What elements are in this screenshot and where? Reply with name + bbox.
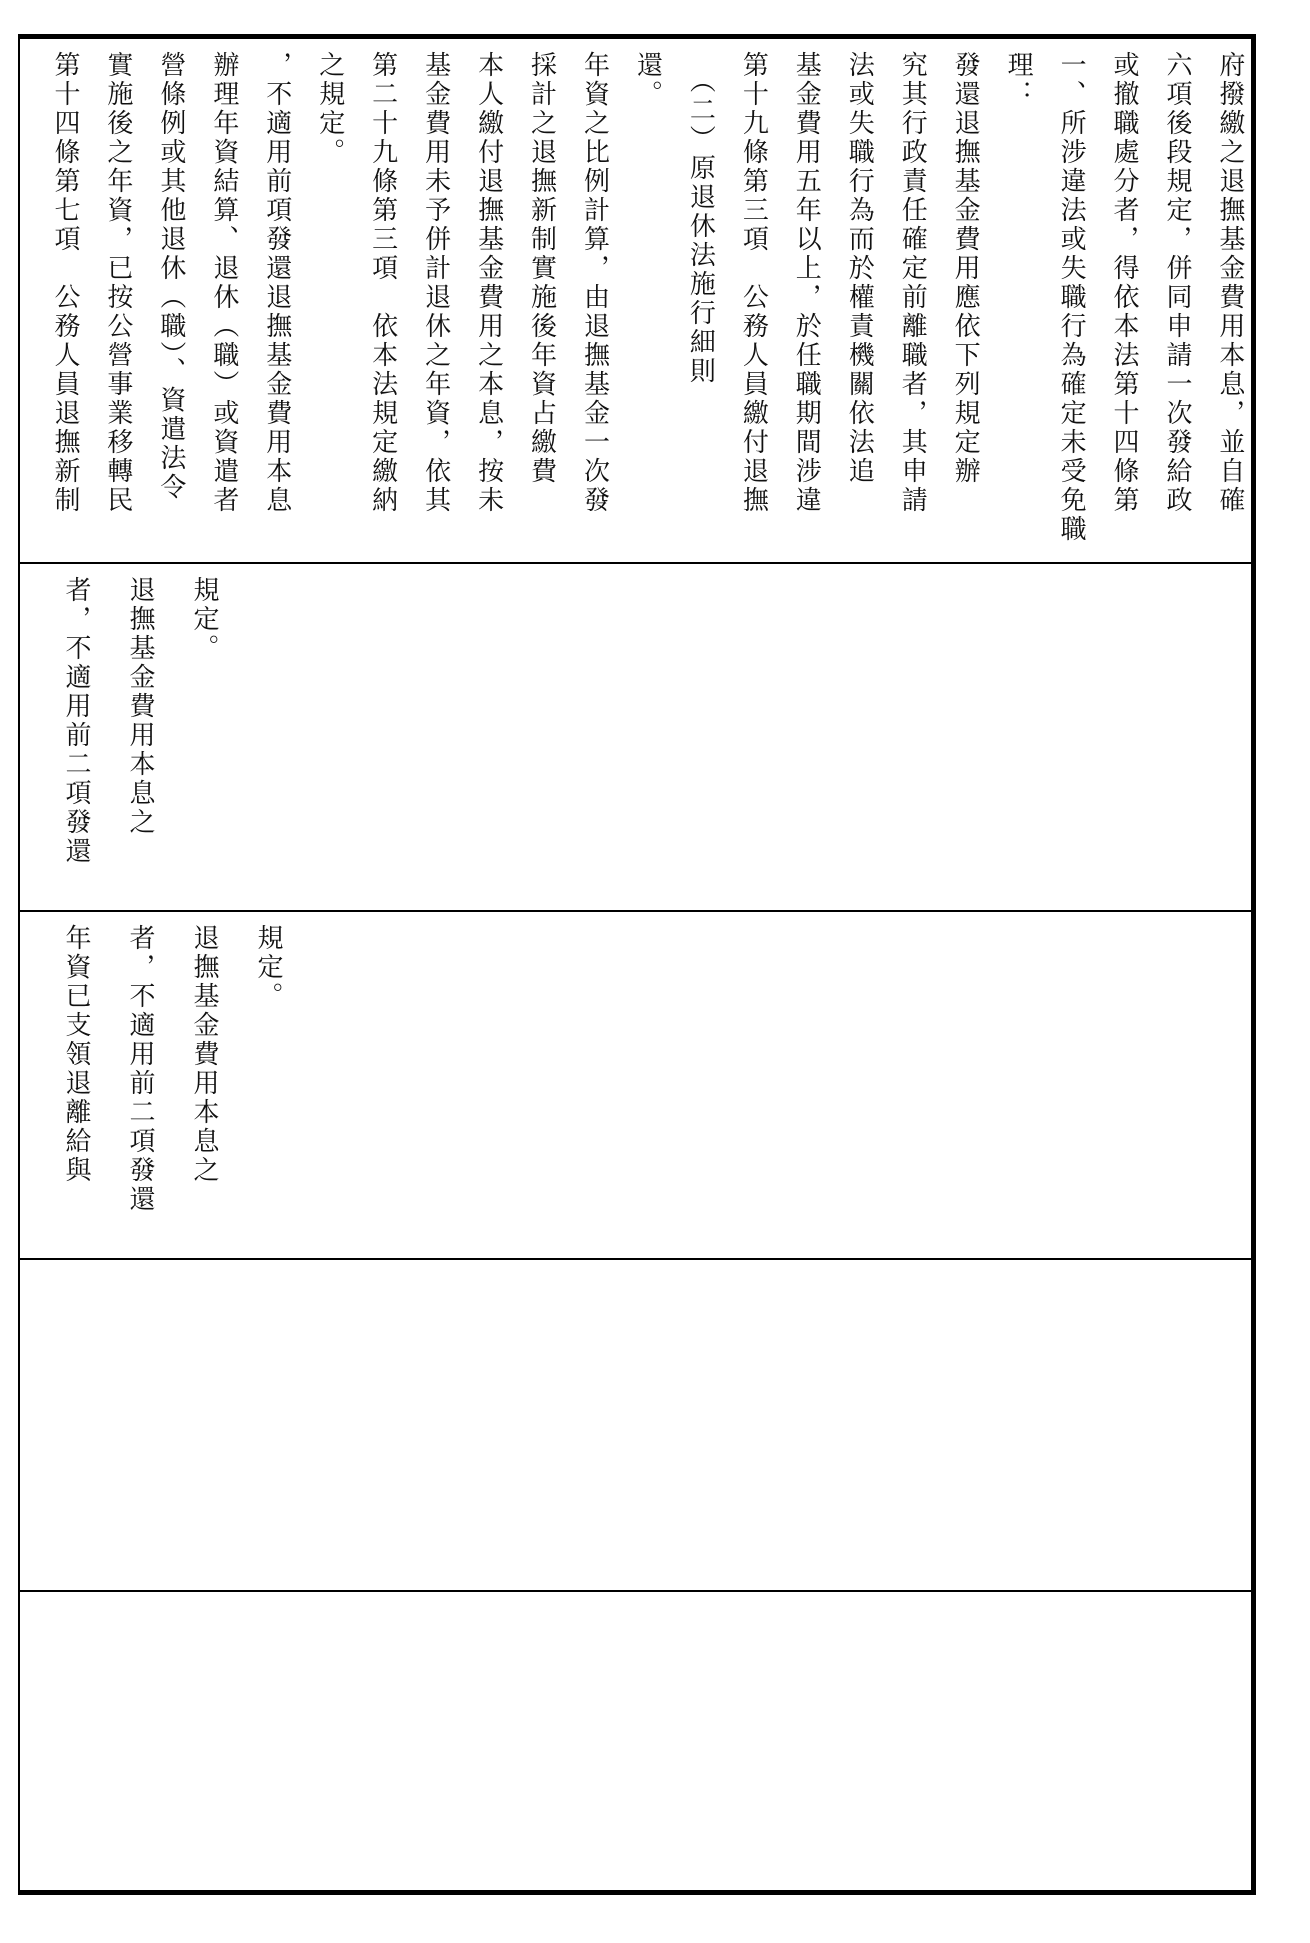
table-cell-empty-2 bbox=[28, 1592, 1246, 1890]
text-column: 辦理年資結算、退休（職）或資遣者 bbox=[208, 51, 239, 515]
text-column: 究其行政責任確定前離職者，其申請 bbox=[897, 51, 928, 515]
text-column: 退撫基金費用本息之 bbox=[189, 924, 219, 1185]
text-column: 年資之比例計算，由退撫基金一次發 bbox=[579, 51, 610, 515]
table-cell-amendment-b bbox=[28, 912, 1246, 1258]
text-column: 基金費用未予併計退休之年資，依其 bbox=[420, 51, 451, 515]
text-column: ，不適用前項發還退撫基金費用本息 bbox=[261, 51, 292, 515]
text-column: 一、所涉違法或失職行為確定未受免職 bbox=[1056, 51, 1087, 544]
text-column: 退撫基金費用本息之 bbox=[125, 576, 155, 837]
text-column: 第十四條第七項 公務人員退撫新制 bbox=[49, 51, 80, 515]
text-column: 之規定。 bbox=[314, 51, 345, 167]
text-column: 理： bbox=[1003, 51, 1034, 109]
text-column: 規定。 bbox=[253, 924, 283, 1011]
text-column: 法或失職行為而於權責機關依法追 bbox=[844, 51, 875, 486]
text-column: 採計之退撫新制實施後年資占繳費 bbox=[526, 51, 557, 486]
text-column: 第十九條第三項 公務人員繳付退撫 bbox=[738, 51, 769, 515]
bottom-border bbox=[18, 1890, 1256, 1895]
text-column: 者，不適用前二項發還 bbox=[61, 576, 91, 866]
text-column: 發還退撫基金費用應依下列規定辦 bbox=[950, 51, 981, 486]
text-column: 本人繳付退撫基金費用之本息，按未 bbox=[473, 51, 504, 515]
text-column: 者，不適用前二項發還 bbox=[125, 924, 155, 1214]
right-border bbox=[1251, 34, 1256, 1895]
text-column: 第二十九條第三項 依本法規定繳納 bbox=[367, 51, 398, 515]
text-column: 還。 bbox=[632, 51, 663, 109]
text-column: 府撥繳之退撫基金費用本息，並自確 bbox=[1214, 51, 1245, 515]
table-cell-current-law bbox=[28, 39, 1246, 562]
text-column: 年資已支領退離給與 bbox=[61, 924, 91, 1185]
text-column: （二）原退休法施行細則 bbox=[685, 51, 716, 386]
text-column: 營條例或其他退休（職）、資遣法令 bbox=[155, 51, 186, 502]
text-column: 規定。 bbox=[189, 576, 219, 663]
text-column: 或撤職處分者，得依本法第十四條第 bbox=[1109, 51, 1140, 515]
text-column: 基金費用五年以上，於任職期間涉違 bbox=[791, 51, 822, 515]
text-column: 實施後之年資，已按公營事業移轉民 bbox=[102, 51, 133, 515]
table-cell-amendment-a bbox=[28, 564, 1246, 910]
table-cell-empty-1 bbox=[28, 1260, 1246, 1590]
text-column: 六項後段規定，併同申請一次發給政 bbox=[1161, 51, 1192, 515]
left-border bbox=[18, 34, 20, 1895]
